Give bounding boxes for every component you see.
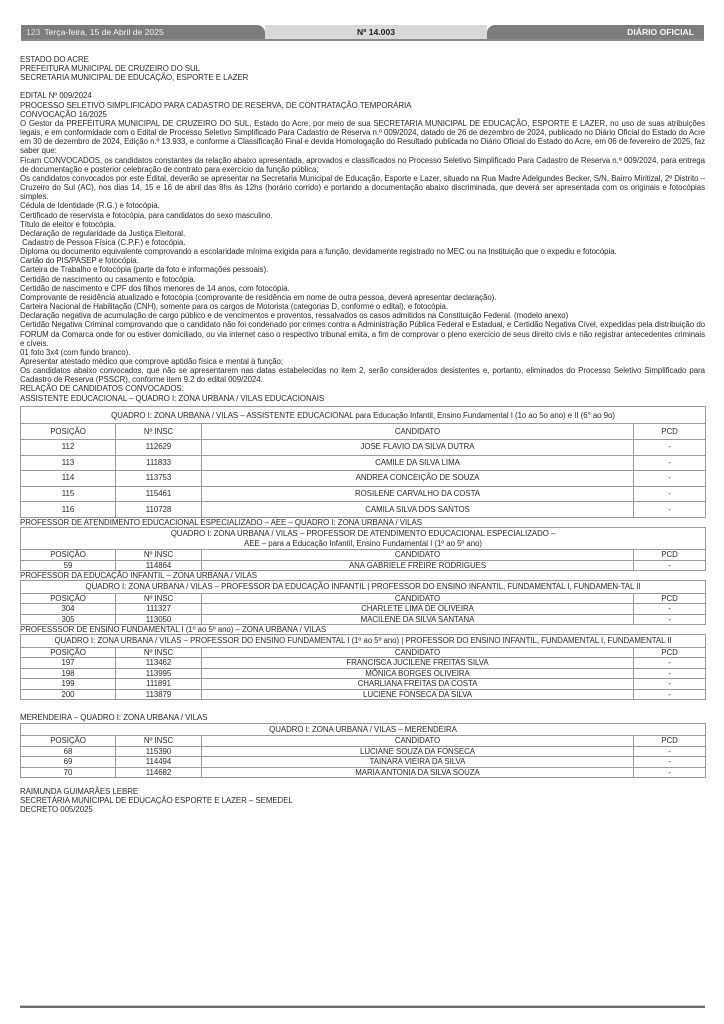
issuer-line: ESTADO DO ACRE: [20, 55, 89, 64]
cell-pcd: -: [634, 746, 706, 757]
document-item: Carteira de Trabalho e fotocópia (parte da foto e informações pessoais).: [20, 265, 269, 275]
table-title: QUADRO I: ZONA URBANA / VILAS – MERENDEIRA: [21, 723, 706, 736]
document-item: Apresentar atestado médico que comprove aptidão física e mental à função;: [20, 357, 284, 366]
cell-position: 114: [21, 471, 116, 487]
edital-block: [20, 91, 705, 393]
cell-registration: 114494: [116, 757, 202, 768]
cell-candidate: MACILENE DA SILVA SANTANA: [202, 614, 634, 625]
cell-position: 200: [21, 689, 116, 700]
table-header-row: [21, 550, 706, 561]
column-header-position: POSIÇÃO: [21, 550, 116, 561]
document-item: Cadastro de Pessoa Física (C.P.F.) e fotocópia.: [20, 237, 186, 247]
document-item: Comprovante de residência atualizado e fotocópia (comprovante de residência em nome de outra pessoa, deverá apresentar declaração).: [20, 292, 497, 302]
table-row: [21, 560, 706, 571]
document-item: Cartão do PIS/PASEP e fotocópia.: [20, 256, 139, 266]
column-header-pcd: PCD: [634, 647, 706, 658]
document-item: Certidão de nascimento ou casamento e fotocópia.: [20, 274, 196, 284]
table-title-line: QUADRO I: ZONA URBANA / VILAS – PROFESSOR DE ATENDIMENTO EDUCACIONAL ESPECIALIZADO –: [170, 529, 556, 539]
table-row: [21, 439, 706, 455]
table-row: [21, 757, 706, 768]
table-row: [21, 502, 706, 518]
cell-registration: 114864: [116, 560, 202, 571]
list-heading: RELAÇÃO DE CANDIDATOS CONVOCADOS:: [20, 384, 184, 394]
cell-position: 116: [21, 502, 116, 518]
table-row: [21, 746, 706, 757]
issuer-block: [20, 55, 705, 82]
cell-candidate: CHARLIANA FREITAS DA COSTA: [202, 679, 634, 690]
cell-candidate: TAINARA VIEIRA DA SILVA: [202, 757, 634, 768]
cell-registration: 113995: [116, 668, 202, 679]
cell-registration: 113462: [116, 658, 202, 669]
cell-registration: 115390: [116, 746, 202, 757]
signatory-role: SECRETÁRIA MUNICIPAL DE EDUCAÇÃO ESPORTE E LAZER – SEMEDEL: [20, 796, 293, 806]
candidates-table: [20, 634, 706, 700]
cell-pcd: -: [634, 679, 706, 690]
table-row: [21, 767, 706, 778]
header-date-segment: [21, 25, 265, 39]
footer-rule: [20, 1005, 705, 1008]
cell-candidate: JOSE FLAVIO DA SILVA DUTRA: [202, 439, 634, 455]
cell-registration: 114682: [116, 767, 202, 778]
cell-candidate: ROSILENE CARVALHO DA COSTA: [202, 486, 634, 502]
section-title: MERENDEIRA – QUADRO I: ZONA URBANA / VILAS: [20, 713, 208, 723]
cell-registration: 112629: [116, 439, 202, 455]
cell-registration: 115461: [116, 486, 202, 502]
cell-registration: 111833: [116, 455, 202, 471]
cell-candidate: MARIA ANTONIA DA SILVA SOUZA: [202, 767, 634, 778]
cell-candidate: ANA GABRIELE FREIRE RODRIGUES: [202, 560, 634, 571]
page-header: [21, 25, 704, 40]
column-header-candidate: CANDIDATO: [202, 593, 634, 604]
cell-candidate: LUCIANE SOUZA DA FONSECA: [202, 746, 634, 757]
column-header-registration: Nº INSC: [116, 424, 202, 440]
column-header-registration: Nº INSC: [116, 593, 202, 604]
cell-registration: 113050: [116, 614, 202, 625]
cell-registration: 110728: [116, 502, 202, 518]
column-header-candidate: CANDIDATO: [202, 424, 634, 440]
document-item: Título de eleitor e fotocópia.: [20, 219, 116, 229]
table-title-line: AEE – para a Educação Infantil, Ensino Fundamental I (1º ao 5º ano): [244, 538, 482, 548]
cell-candidate: FRANCISCA JUCILENE FREITAS SILVA: [202, 658, 634, 669]
document-item: Carteira Nacional de Habilitação (CNH), somente para os cargos de Motorista (categorias D, conforme o edital), e fotocópia.: [20, 302, 449, 312]
cell-position: 113: [21, 455, 116, 471]
table-title: QUADRO I: ZONA URBANA / VILAS – PROFESSOR DO ENSINO FUNDAMENTAL I (1º ao 5º ano) | PROFESSOR DO ENSINO INFANTIL, FUNDAMENTAL I, FUNDAMENTAL II: [21, 635, 706, 648]
cell-registration: 111327: [116, 604, 202, 615]
document-item: Diploma ou documento equivalente comprovando a escolaridade mínima exigida para a função, devidamente registrado no MEC ou na Instituição que o expediu e fotocópia.: [20, 247, 617, 257]
table-row: [21, 471, 706, 487]
table-title: [21, 528, 706, 550]
cell-pcd: -: [634, 614, 706, 625]
page-number: 123: [26, 27, 41, 37]
document-item: Certidão Negativa Criminal comprovando que o candidato não foi condenado por crimes contra a Administração Pública Federal e Estadual, e Certidão Negativa Cível, expedidas pela distribuição do FORUM da Comarca onde for ou estiver domiciliado, ou via internet caso o respectivo tribunal emita, a fim de comprovar o pleno exercício de seus direito civis e não registrar antecedentes criminais e cíveis.: [20, 320, 705, 348]
table-row: [21, 689, 706, 700]
cell-position: 68: [21, 746, 116, 757]
candidates-table: [20, 580, 706, 625]
cell-position: 112: [21, 439, 116, 455]
column-header-position: POSIÇÃO: [21, 736, 116, 747]
section-title: PROFESSOR DA EDUCAÇÃO INFANTIL – ZONA URBANA / VILAS: [20, 571, 257, 581]
cell-pcd: -: [634, 604, 706, 615]
column-header-registration: Nº INSC: [116, 736, 202, 747]
column-header-position: POSIÇÃO: [21, 593, 116, 604]
cell-candidate: MÔNICA BORGES OLIVEIRA: [202, 668, 634, 679]
issuer-line: SECRETARIA MUNICIPAL DE EDUCAÇÃO, ESPORTE E LAZER: [20, 73, 249, 83]
document-item: Certificado de reservista e fotocópia, para candidatos do sexo masculino.: [20, 210, 273, 220]
edital-paragraph: Os candidatos convocados por este Edital, deverão se apresentar na Secretaria Municipal de Educação, Esporte e Lazer, situado na Rua Madre Adelgundes Becker, S/N, Bairro Miritizal, 2º Distrito – Cruzeiro do Sul (AC), nos dias 14, 15 e 16 de abril das 8hs às 12hs (horário corrido) e portando a documentação abaixo discriminada, que deverá ser apresentada com os originais e fotocópias simples.: [20, 173, 705, 202]
table-row: [21, 614, 706, 625]
cell-registration: 111891: [116, 679, 202, 690]
table-header-row: [21, 593, 706, 604]
table-title: QUADRO I: ZONA URBANA / VILAS – PROFESSOR DA EDUCAÇÃO INFANTIL | PROFESSOR DO ENSINO INFANTIL, FUNDAMENTAL I, FUNDAMEN-TAL II: [21, 581, 706, 594]
column-header-pcd: PCD: [634, 593, 706, 604]
cell-position: 59: [21, 560, 116, 571]
table-header-row: [21, 736, 706, 747]
documents-list: [20, 201, 705, 366]
document-item: Cédula de Identidade (R.G.) e fotocópia.: [20, 201, 160, 211]
cell-position: 199: [21, 679, 116, 690]
column-header-position: POSIÇÃO: [21, 424, 116, 440]
column-header-position: POSIÇÃO: [21, 647, 116, 658]
edital-convocation: CONVOCAÇÃO 16/2025: [20, 109, 107, 119]
signatory-decree: DECRETO 005/2025: [20, 805, 93, 815]
section-title: PROFESSOR DE ATENDIMENTO EDUCACIONAL ESPECIALIZADO – AEE – QUADRO I: ZONA URBANA / VILAS: [20, 517, 422, 527]
table-row: [21, 604, 706, 615]
edital-paragraph: O Gestor da PREFEITURA MUNICIPAL DE CRUZEIRO DO SUL, Estado do Acre, por meio de sua SECRETARIA MUNICIPAL DE EDUCAÇÃO, ESPORTE E LAZER, no uso de suas atribuições legais, e em conformidade com o Edital de Processo Seletivo Simplificado Para Cadastro de Reserva n.º 009/2024, datado de 26 de dezembro de 2024, publicado no Diário Oficial do Estado do Acre em 30 de dezembro de 2024, Edição n.º 13.933, e conforme a Classificação Final e devida Homologação do Resultado publicada no Diário Oficial do Estado do Acre, em 06 de fevereiro de 2025, faz saber que:: [20, 118, 705, 156]
cell-pcd: -: [634, 658, 706, 669]
cell-pcd: -: [634, 689, 706, 700]
cell-candidate: ANDREA CONCEIÇÃO DE SOUZA: [202, 471, 634, 487]
signatory-name: RAIMUNDA GUIMARÃES LEBRE: [20, 787, 139, 797]
cell-registration: 113753: [116, 471, 202, 487]
document-item: Declaração de regularidade da Justiça Eleitoral.: [20, 228, 186, 238]
header-edition: Nº 14.003: [265, 25, 487, 39]
candidates-table: [20, 723, 706, 779]
cell-pcd: -: [634, 455, 706, 471]
cell-position: 197: [21, 658, 116, 669]
section-title: PROFESSSOR DE ENSINO FUNDAMENTAL I (1º ao 5º ano) – ZONA URBANA / VILAS: [20, 625, 327, 635]
column-header-pcd: PCD: [634, 736, 706, 747]
column-header-candidate: CANDIDATO: [202, 550, 634, 561]
cell-candidate: CAMILE DA SILVA LIMA: [202, 455, 634, 471]
table-row: [21, 486, 706, 502]
signature-block: [20, 787, 705, 814]
candidates-table: [20, 406, 706, 518]
header-publication-name: DIÁRIO OFICIAL: [487, 25, 704, 39]
edital-paragraph: Os candidatos abaixo convocados, que não se apresentarem nas datas estabelecidas no item 2, serão considerados desistentes e, portanto, eliminados do Processo Seletivo Simplificado para Cadastro de Reserva (PSSCR), conforme item 9.2 do edital 009/2024.: [20, 366, 705, 385]
column-header-candidate: CANDIDATO: [202, 647, 634, 658]
column-header-registration: Nº INSC: [116, 550, 202, 561]
section-title: ASSISTENTE EDUCACIONAL – QUADRO I: ZONA URBANA / VILAS EDUCACIONAIS: [20, 393, 325, 403]
document-item: Declaração negativa de acumulação de cargo público e de vencimentos e proventos, ressalvados os casos admitidos na Constituição Federal. (modelo anexo): [20, 311, 569, 321]
table-header-row: [21, 647, 706, 658]
cell-candidate: LUCIENE FONSECA DA SILVA: [202, 689, 634, 700]
candidates-table: [20, 527, 706, 571]
table-title: QUADRO I: ZONA URBANA / VILAS – ASSISTENTE EDUCACIONAL para Educação Infantil, Ensino Fundamental I (1o ao 5o ano) e II (6° ao 9o): [21, 406, 706, 424]
header-date: Terça-feira, 15 de Abril de 2025: [44, 27, 164, 37]
cell-position: 69: [21, 757, 116, 768]
cell-position: 304: [21, 604, 116, 615]
cell-position: 115: [21, 486, 116, 502]
table-row: [21, 658, 706, 669]
cell-registration: 113879: [116, 689, 202, 700]
cell-pcd: -: [634, 439, 706, 455]
edital-number: EDITAL Nº 009/2024: [20, 91, 92, 101]
table-row: [21, 455, 706, 471]
cell-pcd: -: [634, 502, 706, 518]
cell-position: 305: [21, 614, 116, 625]
document-item: Certidão de nascimento e CPF dos filhos menores de 14 anos, com fotocópia.: [20, 283, 290, 293]
header-rule: [21, 39, 704, 41]
cell-position: 70: [21, 767, 116, 778]
edital-paragraph: Ficam CONVOCADOS, os candidatos constantes da relação abaixo apresentada, aprovados e classificados no Processo Seletivo Simplificado Para Cadastro de Reserva n.º 009/2024, para entrega de documentação e posterior celebração de contrato para exercício da função pública;: [20, 155, 705, 174]
cell-pcd: -: [634, 471, 706, 487]
column-header-candidate: CANDIDATO: [202, 736, 634, 747]
column-header-pcd: PCD: [634, 550, 706, 561]
document-item: 01 foto 3x4 (com fundo branco).: [20, 347, 131, 357]
cell-pcd: -: [634, 668, 706, 679]
column-header-pcd: PCD: [634, 424, 706, 440]
cell-pcd: -: [634, 757, 706, 768]
column-header-registration: Nº INSC: [116, 647, 202, 658]
table-header-row: [21, 424, 706, 440]
edital-process: PROCESSO SELETIVO SIMPLIFICADO PARA CADASTRO DE RESERVA, DE CONTRATAÇÃO TEMPORÁRIA: [20, 100, 412, 110]
cell-candidate: CHARLETE LIMA DE OLIVEIRA: [202, 604, 634, 615]
table-row: [21, 668, 706, 679]
cell-pcd: -: [634, 486, 706, 502]
issuer-line: PREFEITURA MUNICIPAL DE CRUZEIRO DO SUL: [20, 64, 200, 74]
cell-pcd: -: [634, 560, 706, 571]
document-body: [20, 55, 705, 815]
cell-candidate: CAMILA SILVA DOS SANTOS: [202, 502, 634, 518]
cell-position: 198: [21, 668, 116, 679]
cell-pcd: -: [634, 767, 706, 778]
table-row: [21, 679, 706, 690]
